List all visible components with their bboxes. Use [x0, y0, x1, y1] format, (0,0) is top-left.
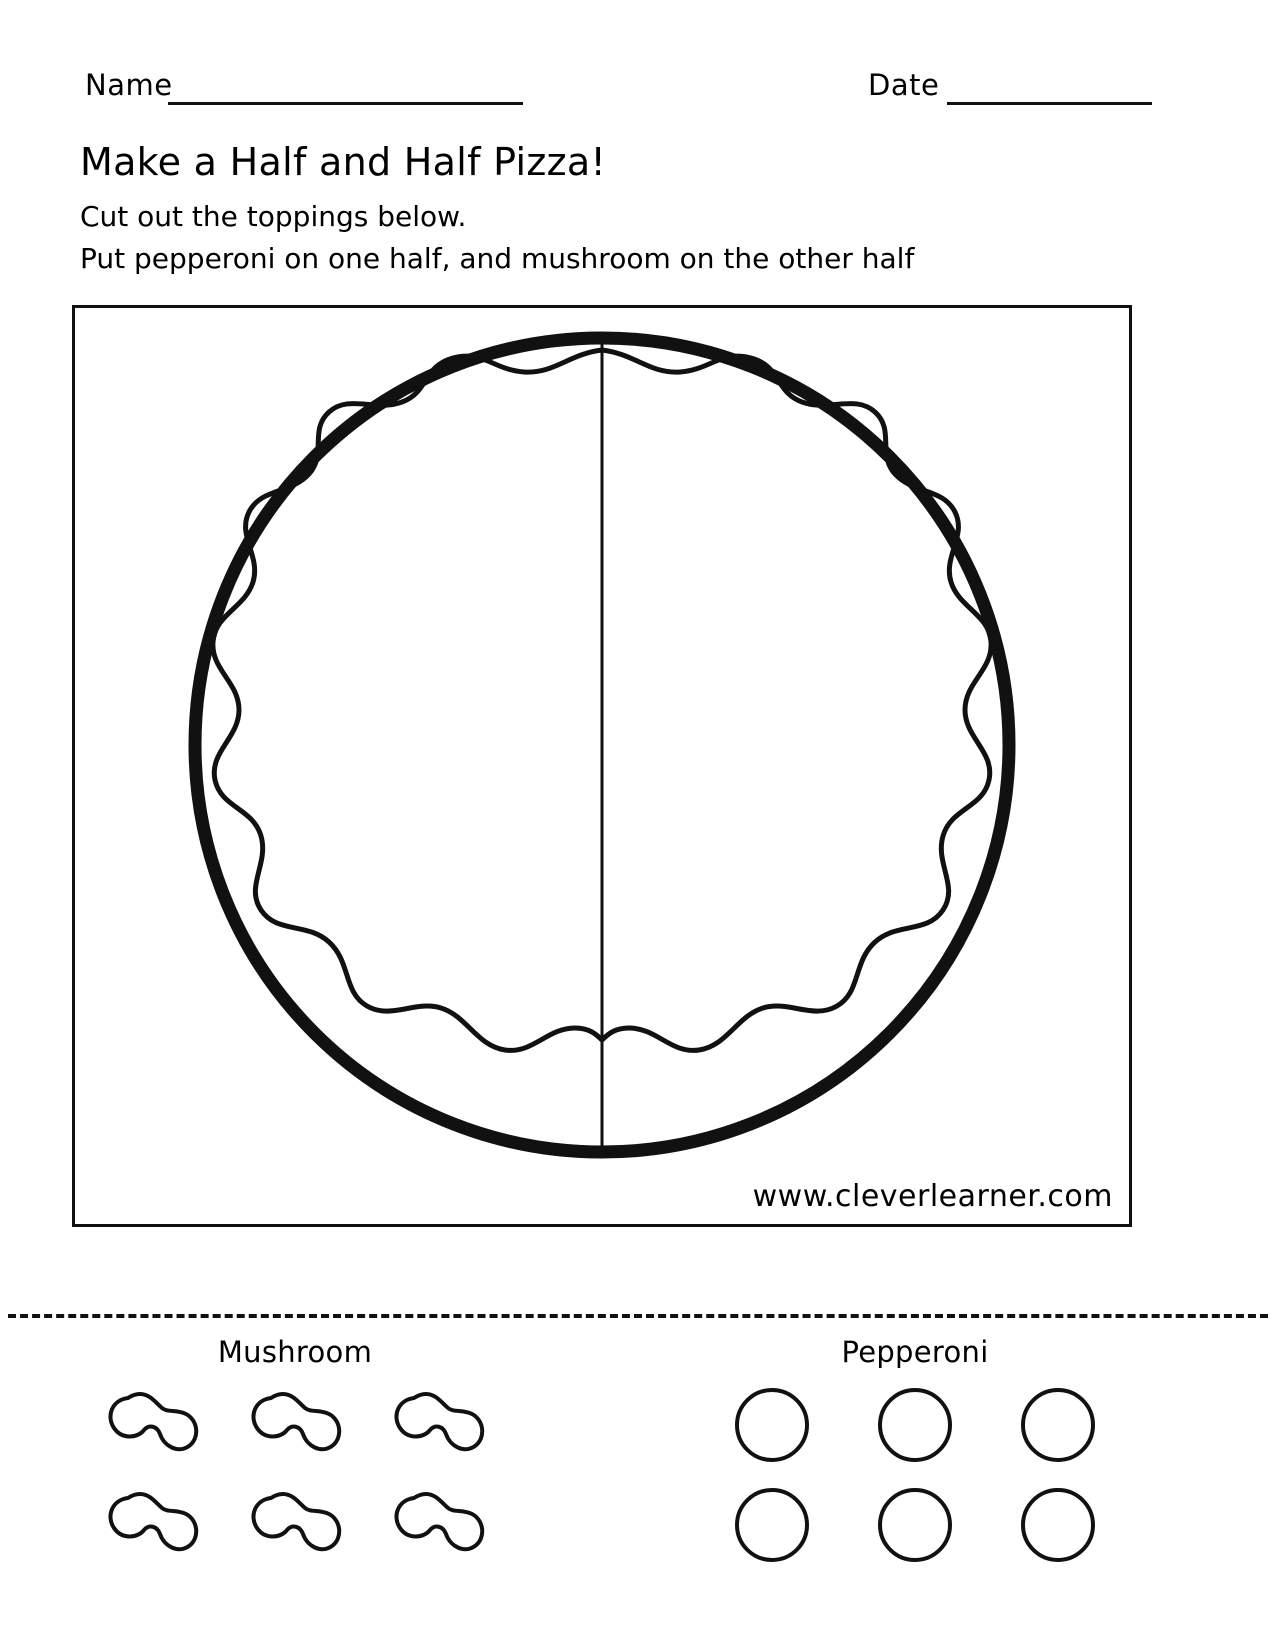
mushroom-cutout[interactable]: [92, 1380, 212, 1470]
pepperoni-circle-icon: [875, 1385, 955, 1465]
cut-along-dashed-line: [8, 1314, 1268, 1318]
website-url: www.cleverlearner.com: [752, 1179, 1113, 1214]
page-title: Make a Half and Half Pizza!: [80, 140, 607, 184]
mushroom-shape-icon: [102, 1486, 202, 1564]
pepperoni-circle-icon: [732, 1385, 812, 1465]
pepperoni-circle-icon: [875, 1485, 955, 1565]
topping-group-label: Pepperoni: [841, 1335, 989, 1369]
topping-group-pepperoni: [700, 1335, 1130, 1571]
worksheet-header: [0, 68, 1276, 116]
instruction-line-1: Cut out the toppings below.: [80, 200, 467, 233]
topping-group-label: Mushroom: [217, 1335, 373, 1369]
pepperoni-circle-icon: [1018, 1385, 1098, 1465]
pizza-illustration: [75, 308, 1129, 1224]
mushroom-cutout[interactable]: [235, 1480, 355, 1570]
pepperoni-cutout[interactable]: [855, 1480, 975, 1570]
mushroom-cutout[interactable]: [235, 1380, 355, 1470]
pepperoni-circle-icon: [1018, 1485, 1098, 1565]
mushroom-cutout[interactable]: [378, 1380, 498, 1470]
pepperoni-cutout[interactable]: [855, 1380, 975, 1470]
pepperoni-cutout[interactable]: [998, 1480, 1118, 1570]
mushroom-grid: [80, 1379, 510, 1571]
topping-group-mushroom: [80, 1335, 510, 1571]
date-label: Date: [868, 68, 940, 102]
mushroom-shape-icon: [388, 1386, 488, 1464]
mushroom-shape-icon: [102, 1386, 202, 1464]
mushroom-shape-icon: [388, 1486, 488, 1564]
name-label: Name: [85, 68, 173, 102]
mushroom-cutout[interactable]: [378, 1480, 498, 1570]
mushroom-shape-icon: [245, 1486, 345, 1564]
instruction-line-2: Put pepperoni on one half, and mushroom on the other half: [80, 242, 915, 275]
pepperoni-cutout[interactable]: [712, 1380, 832, 1470]
mushroom-cutout[interactable]: [92, 1480, 212, 1570]
pizza-frame: [72, 305, 1132, 1227]
pepperoni-cutout[interactable]: [712, 1480, 832, 1570]
pepperoni-grid: [700, 1379, 1130, 1571]
pepperoni-cutout[interactable]: [998, 1380, 1118, 1470]
toppings-section: [0, 1335, 1276, 1635]
mushroom-shape-icon: [245, 1386, 345, 1464]
date-write-line[interactable]: [947, 102, 1152, 105]
name-write-line[interactable]: [168, 102, 523, 105]
pepperoni-circle-icon: [732, 1485, 812, 1565]
